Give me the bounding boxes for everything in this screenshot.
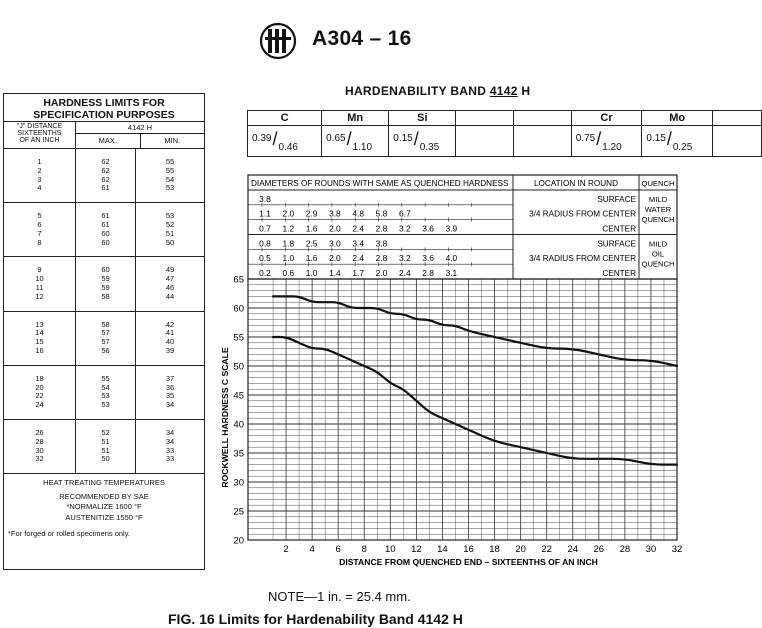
table-cell: 33 xyxy=(165,445,175,455)
table-cell: 61 xyxy=(101,211,110,221)
min-header: MIN. xyxy=(164,136,181,145)
x-tick-label: 12 xyxy=(411,544,422,555)
table-cell: 44 xyxy=(165,291,175,301)
table-cell: 41 xyxy=(165,328,175,338)
element-header xyxy=(712,111,761,126)
composition-range xyxy=(514,126,572,157)
composition-range: $^{0.15}/_{0.35}$ xyxy=(389,126,456,157)
min-column xyxy=(136,203,204,256)
hardness-block xyxy=(4,203,204,257)
round-diameter: 6.7 xyxy=(398,208,411,219)
table-cell: 57 xyxy=(101,337,110,347)
table-cell: 59 xyxy=(101,282,110,292)
table-cell: 3 xyxy=(37,174,42,184)
max-column xyxy=(76,420,136,473)
table-cell: 57 xyxy=(101,328,110,338)
table-cell: 12 xyxy=(35,291,44,301)
table-cell: 7 xyxy=(37,228,42,238)
table-cell: 52 xyxy=(165,219,175,229)
min-column xyxy=(136,366,204,419)
table-cell: 13 xyxy=(35,319,44,329)
table-cell: 53 xyxy=(101,400,110,410)
round-diameter: 3.2 xyxy=(398,223,411,234)
table-cell: 1 xyxy=(37,157,42,166)
table-cell: 58 xyxy=(101,319,110,329)
table-cell: 54 xyxy=(165,174,175,184)
round-diameter: 1.4 xyxy=(329,268,341,278)
j-column xyxy=(4,366,76,419)
hardness-block xyxy=(4,257,204,311)
table-cell: 18 xyxy=(35,373,44,383)
round-diameter: 0.2 xyxy=(259,268,271,278)
note: NOTE—1 in. = 25.4 mm. xyxy=(268,589,411,604)
table-cell: 22 xyxy=(35,391,44,401)
j-column xyxy=(4,149,76,202)
table-cell: 59 xyxy=(101,274,110,284)
max-column xyxy=(76,312,136,365)
table-cell: 62 xyxy=(101,174,110,184)
table-cell: 46 xyxy=(165,282,175,292)
table-cell: 9 xyxy=(37,265,42,275)
y-tick-label: 30 xyxy=(233,477,244,489)
quench-label: WATER xyxy=(644,205,672,214)
table-cell: 51 xyxy=(101,445,110,455)
y-tick-label: 55 xyxy=(233,332,244,344)
location-label: 3/4 RADIUS FROM CENTER xyxy=(529,254,636,264)
composition-range: $^{0.15}/_{0.25}$ xyxy=(642,126,713,157)
round-diameter: 4.8 xyxy=(352,208,365,219)
table-cell: 5 xyxy=(37,211,42,221)
round-diameter: 3.6 xyxy=(422,253,434,264)
grade-header: 4142 H xyxy=(76,122,204,134)
table-cell: 53 xyxy=(165,211,175,221)
x-tick-label: 2 xyxy=(283,544,289,555)
table-cell: 6 xyxy=(37,219,42,229)
x-tick-label: 32 xyxy=(671,544,683,555)
hardness-limits-body xyxy=(4,149,204,474)
table-cell: 55 xyxy=(165,157,175,166)
y-tick-label: 50 xyxy=(233,361,244,373)
j-column xyxy=(4,203,76,256)
j-distance-header: "J" DISTANCE SIXTEENTHS OF AN INCH xyxy=(4,122,76,148)
table-cell: 16 xyxy=(35,345,44,355)
min-column xyxy=(136,312,204,365)
table-cell: 15 xyxy=(35,337,44,347)
round-diameter: 2.0 xyxy=(329,223,341,234)
round-diameter: 2.8 xyxy=(422,268,434,278)
round-diameter: 2.0 xyxy=(375,268,388,278)
composition-range: $^{0.39}/_{0.46}$ xyxy=(248,126,322,157)
y-axis-label: ROCKWELL HARDNESS C SCALE xyxy=(220,347,230,488)
element-header: Si xyxy=(389,111,456,126)
round-diameter: 2.0 xyxy=(282,208,295,219)
table-cell: 56 xyxy=(101,345,110,355)
table-cell: 20 xyxy=(35,382,44,392)
table-cell: 11 xyxy=(35,282,44,292)
table-cell: 26 xyxy=(35,427,44,437)
table-cell: 36 xyxy=(165,382,175,392)
table-cell: 51 xyxy=(165,228,175,238)
rounds-header: DIAMETERS OF ROUNDS WITH SAME AS QUENCHED HARDNESS xyxy=(251,179,509,188)
table-cell: 54 xyxy=(101,382,110,392)
j-column xyxy=(4,420,76,473)
round-diameter: 3.8 xyxy=(329,208,341,219)
hardenability-chart xyxy=(210,170,690,580)
round-diameter: 1.0 xyxy=(282,253,295,264)
table-cell: 55 xyxy=(165,165,175,175)
table-cell: 34 xyxy=(165,400,175,410)
round-diameter: 1.7 xyxy=(352,268,365,278)
element-header: Mn xyxy=(322,111,389,126)
table-cell: 62 xyxy=(101,165,110,175)
table-cell: 35 xyxy=(165,391,175,401)
table-cell: 55 xyxy=(101,373,110,383)
quench-label: QUENCH xyxy=(641,259,675,269)
round-diameter: 0.7 xyxy=(259,223,271,234)
element-header: C xyxy=(248,111,322,126)
min-column xyxy=(136,420,204,473)
table-cell: 34 xyxy=(165,436,175,446)
composition-table xyxy=(247,110,762,157)
x-tick-label: 10 xyxy=(385,544,396,555)
table-cell: 40 xyxy=(165,337,175,347)
location-label: CENTER xyxy=(602,269,636,278)
quench-header: QUENCH xyxy=(641,179,675,188)
table-cell: 50 xyxy=(101,454,110,464)
round-diameter: 3.1 xyxy=(445,268,458,278)
element-header: Cr xyxy=(571,111,642,126)
location-label: SURFACE xyxy=(597,239,636,249)
x-tick-label: 26 xyxy=(593,544,605,555)
table-cell: 24 xyxy=(35,400,44,410)
table-cell: 61 xyxy=(101,219,110,229)
composition-range: $^{0.65}/_{1.10}$ xyxy=(322,126,389,157)
table-cell: 33 xyxy=(165,454,175,464)
table-cell: 58 xyxy=(101,291,110,301)
y-tick-label: 35 xyxy=(233,448,244,460)
element-header xyxy=(514,111,572,126)
y-tick-label: 20 xyxy=(233,535,244,547)
table-cell: 52 xyxy=(101,427,110,437)
table-cell: 60 xyxy=(101,228,110,238)
y-tick-label: 25 xyxy=(233,506,244,518)
round-diameter: 3.6 xyxy=(422,223,434,234)
table-cell: 14 xyxy=(35,328,44,338)
x-tick-label: 14 xyxy=(437,544,448,555)
x-tick-label: 22 xyxy=(541,544,552,555)
max-header: MAX. xyxy=(76,134,141,148)
x-tick-label: 30 xyxy=(645,544,657,555)
hardness-block xyxy=(4,420,204,474)
round-diameter: 2.4 xyxy=(398,268,411,278)
round-diameter: 1.0 xyxy=(305,268,318,278)
table-cell: 4 xyxy=(37,183,42,193)
hardness-block xyxy=(4,366,204,420)
round-diameter: 2.5 xyxy=(305,238,318,249)
hardness-limits-header xyxy=(4,122,204,149)
round-diameter: 3.2 xyxy=(398,253,411,264)
x-tick-label: 6 xyxy=(335,544,341,555)
min-column xyxy=(136,257,204,310)
table-cell: 47 xyxy=(165,274,175,284)
composition-range xyxy=(456,126,514,157)
round-diameter: 1.8 xyxy=(282,238,295,249)
hardness-block xyxy=(4,149,204,203)
round-diameter: 5.8 xyxy=(375,208,388,219)
footnote: *For forged or rolled specimens only. xyxy=(8,529,130,539)
hardness-block xyxy=(4,312,204,366)
x-tick-label: 16 xyxy=(463,544,474,555)
quench-label: MILD xyxy=(648,195,668,204)
x-axis-label: DISTANCE FROM QUENCHED END – SIXTEENTHS OF AN INCH xyxy=(339,557,598,567)
standard-designation: A304 – 16 xyxy=(312,27,412,50)
location-label: 3/4 RADIUS FROM CENTER xyxy=(529,209,636,219)
table-cell: 50 xyxy=(165,237,175,247)
element-header xyxy=(456,111,514,126)
table-cell: 51 xyxy=(101,436,110,446)
round-diameter: 2.0 xyxy=(329,253,341,264)
table-cell: 60 xyxy=(101,265,110,275)
band-title: HARDENABILITY BAND 4142 H xyxy=(345,84,531,98)
round-diameter: 3.8 xyxy=(375,238,388,249)
table-cell: 42 xyxy=(165,319,175,329)
y-tick-label: 65 xyxy=(233,274,244,286)
table-cell: 61 xyxy=(101,183,110,193)
heat-treating-temperatures: HEAT TREATING TEMPERATURES RECOMMENDED BY SAE *NORMALIZE 1600 °F AUSTENITIZE 1550 °F *For forged or rolled specimens only. xyxy=(4,474,204,540)
x-tick-label: 28 xyxy=(619,544,631,555)
y-tick-label: 40 xyxy=(233,419,244,431)
round-diameter: 1.6 xyxy=(305,253,318,264)
quench-label: MILD xyxy=(648,239,668,249)
round-diameter: 1.6 xyxy=(305,223,318,234)
figure-caption: FIG. 16 Limits for Hardenability Band 4142 H xyxy=(168,611,463,627)
max-column xyxy=(76,203,136,256)
table-cell: 53 xyxy=(101,391,110,401)
round-diameter: 3.0 xyxy=(329,238,341,249)
location-label: SURFACE xyxy=(597,194,636,204)
location-label: CENTER xyxy=(602,224,636,234)
table-cell: 37 xyxy=(165,373,175,383)
round-diameter: 2.4 xyxy=(352,253,365,264)
x-tick-label: 24 xyxy=(567,544,579,555)
hardness-limits-title: HARDNESS LIMITS FOR SPECIFICATION PURPOSES xyxy=(4,94,204,122)
composition-range xyxy=(712,126,761,157)
max-column xyxy=(76,366,136,419)
j-column xyxy=(4,312,76,365)
round-diameter: 2.4 xyxy=(352,223,365,234)
round-diameter: 2.8 xyxy=(375,223,388,234)
j-column xyxy=(4,257,76,310)
round-diameter: 1.1 xyxy=(259,208,271,219)
y-tick-label: 60 xyxy=(233,303,244,315)
round-diameter: 0.8 xyxy=(259,238,271,249)
table-cell: 49 xyxy=(165,265,175,275)
table-cell: 10 xyxy=(35,274,44,284)
max-column xyxy=(76,149,136,202)
quench-label: QUENCH xyxy=(641,215,675,224)
max-column xyxy=(76,257,136,310)
x-tick-label: 20 xyxy=(515,544,526,555)
x-tick-label: 8 xyxy=(361,544,367,555)
round-diameter: 1.2 xyxy=(282,223,295,234)
composition-range: $^{0.75}/_{1.20}$ xyxy=(571,126,642,157)
table-cell: 60 xyxy=(101,237,110,247)
table-cell: 39 xyxy=(165,345,175,355)
table-cell: 32 xyxy=(35,454,44,464)
round-diameter: 2.9 xyxy=(305,208,318,219)
table-cell: 30 xyxy=(35,445,44,455)
table-cell: 34 xyxy=(165,427,175,437)
round-diameter: 3.9 xyxy=(445,223,458,234)
hardness-limits-table xyxy=(3,93,205,570)
table-cell: 53 xyxy=(165,183,175,193)
quench-label: OIL xyxy=(651,249,665,259)
table-cell: 8 xyxy=(37,237,42,247)
round-diameter: 0.6 xyxy=(282,268,295,278)
location-header: LOCATION IN ROUND xyxy=(533,179,619,188)
x-tick-label: 18 xyxy=(489,544,500,555)
round-diameter: 3.8 xyxy=(259,193,271,204)
round-diameter: 3.4 xyxy=(352,238,365,249)
round-diameter: 0.5 xyxy=(259,253,271,264)
element-header: Mo xyxy=(642,111,713,126)
min-column xyxy=(136,149,204,202)
y-tick-label: 45 xyxy=(233,390,244,402)
table-cell: 2 xyxy=(37,165,42,175)
table-cell: 28 xyxy=(35,436,44,446)
x-tick-label: 4 xyxy=(309,544,315,555)
table-cell: 62 xyxy=(101,157,110,166)
round-diameter: 2.8 xyxy=(375,253,388,264)
round-diameter: 4.0 xyxy=(445,253,458,264)
